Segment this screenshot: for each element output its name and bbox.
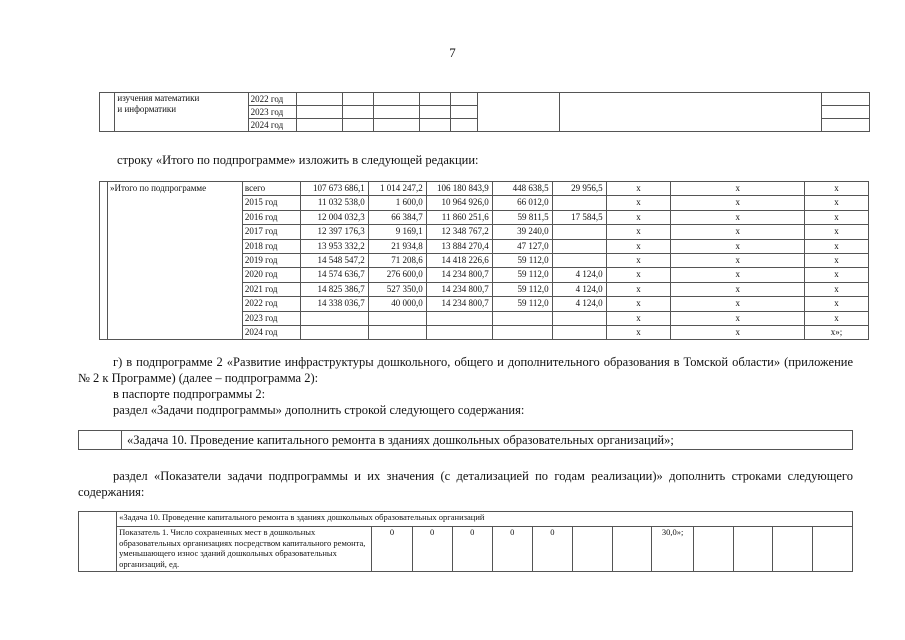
value-cell: 1 014 247,2 [368,182,426,196]
value-cell: х [805,239,869,253]
value-cell: 40 000,0 [368,297,426,311]
table-totals [99,181,869,340]
value-cell: 14 418 226,6 [426,253,492,267]
value-cell: х [671,297,805,311]
value-cell [426,311,492,325]
year-cell: всего [242,182,300,196]
year-cell: 2023 год [242,311,300,325]
value-cell: х [671,268,805,282]
value-cell: 527 350,0 [368,282,426,296]
year-cell: 2024 год [248,119,296,132]
value-cell: х [671,196,805,210]
value-cell [492,311,552,325]
value-cell: 12 397 176,3 [300,225,368,239]
value-cell: 0 [412,527,452,572]
value-cell: 21 934,8 [368,239,426,253]
year-cell: 2017 год [242,225,300,239]
value-cell: 29 956,5 [552,182,606,196]
value-cell: х [671,311,805,325]
value-cell: 59 112,0 [492,282,552,296]
value-cell: х [606,311,671,325]
value-cell: х [606,239,671,253]
value-cell: х [606,325,671,339]
value-cell: х [805,210,869,224]
value-cell: х [671,210,805,224]
value-cell: х [805,282,869,296]
value-cell [426,325,492,339]
page-number: 7 [449,45,456,60]
task-header: «Задача 10. Проведение капитального ремонта в зданиях дошкольных образовательных организаций [117,512,853,527]
value-cell [552,196,606,210]
value-cell: 59 112,0 [492,297,552,311]
value-cell: 12 348 767,2 [426,225,492,239]
table-top-fragment [99,92,870,132]
value-cell: х [805,297,869,311]
value-cell: х [606,282,671,296]
paragraph: в паспорте подпрограммы 2: [113,387,266,401]
value-cell: 47 127,0 [492,239,552,253]
value-cell: х [805,268,869,282]
value-cell: 66 012,0 [492,196,552,210]
row-label: изучения математики и информатики [115,93,248,132]
value-cell: х [606,225,671,239]
value-cell [693,527,733,572]
value-cell [733,527,773,572]
table-row [79,512,853,527]
value-cell: х [805,311,869,325]
value-cell: 14 234 800,7 [426,282,492,296]
value-cell: х [671,253,805,267]
value-cell: 14 234 800,7 [426,297,492,311]
year-cell: 2023 год [248,106,296,119]
value-cell: 106 180 843,9 [426,182,492,196]
value-cell: 12 004 032,3 [300,210,368,224]
value-cell: 14 338 036,7 [300,297,368,311]
paragraph: г) в подпрограмме 2 «Развитие инфраструктуры дошкольного, общего и дополнительного образования в Томской области» (приложение № 2 к Программе) (далее – подпрограмма 2): [78,355,853,385]
table-row [100,182,869,196]
value-cell [612,527,652,572]
value-cell [813,527,853,572]
value-cell: 59 112,0 [492,253,552,267]
value-cell [552,311,606,325]
value-cell: 276 600,0 [368,268,426,282]
value-cell: х [671,325,805,339]
value-cell: 0 [532,527,572,572]
value-cell: 14 574 636,7 [300,268,368,282]
year-cell: 2020 год [242,268,300,282]
value-cell [552,253,606,267]
table-indicators [78,511,853,572]
value-cell: 448 638,5 [492,182,552,196]
value-cell [773,527,813,572]
value-cell: 14 548 547,2 [300,253,368,267]
value-cell: х [606,253,671,267]
year-cell: 2022 год [248,93,296,106]
value-cell: 4 124,0 [552,268,606,282]
value-cell: х [606,182,671,196]
value-cell [552,325,606,339]
year-cell: 2018 год [242,239,300,253]
value-cell: х [606,268,671,282]
value-cell: 10 964 926,0 [426,196,492,210]
value-cell: 39 240,0 [492,225,552,239]
value-cell [368,311,426,325]
value-cell: 9 169,1 [368,225,426,239]
year-cell: 2016 год [242,210,300,224]
value-cell: 14 825 386,7 [300,282,368,296]
value-cell [368,325,426,339]
value-cell: 1 600,0 [368,196,426,210]
table-row [100,93,870,106]
value-cell: 14 234 800,7 [426,268,492,282]
value-cell: 107 673 686,1 [300,182,368,196]
value-cell: 66 384,7 [368,210,426,224]
value-cell: 13 953 332,2 [300,239,368,253]
paragraph: строку «Итого по подпрограмме» изложить в следующей редакции: [117,153,479,167]
value-cell: 0 [372,527,412,572]
value-cell: х [606,196,671,210]
value-cell: х»; [805,325,869,339]
indicator-text: Показатель 1. Число сохраненных мест в дошкольных образовательных организациях посредством капитального ремонта, уменьшающего износ зданий дошкольных образовательных организаций, ед. [117,527,372,572]
value-cell: х [671,225,805,239]
paragraph: раздел «Показатели задачи подпрограммы и их значения (с детализацией по годам реализации)» дополнить строками следующего содержания: [78,469,853,499]
year-cell: 2015 год [242,196,300,210]
value-cell: х [671,282,805,296]
value-cell: 4 124,0 [552,297,606,311]
table-task [78,430,853,450]
value-cell: 13 884 270,4 [426,239,492,253]
value-cell: 59 112,0 [492,268,552,282]
year-cell: 2019 год [242,253,300,267]
value-cell: 59 811,5 [492,210,552,224]
year-cell: 2021 год [242,282,300,296]
task-text: «Задача 10. Проведение капитального ремонта в зданиях дошкольных образовательных организаций»; [122,431,853,450]
value-cell: 11 860 251,6 [426,210,492,224]
value-cell: 71 208,6 [368,253,426,267]
value-cell: х [671,182,805,196]
value-cell: х [671,239,805,253]
value-cell: 17 584,5 [552,210,606,224]
value-cell: х [805,225,869,239]
value-cell [300,311,368,325]
value-cell: х [606,210,671,224]
value-cell [552,239,606,253]
year-cell: 2024 год [242,325,300,339]
value-cell: 0 [452,527,492,572]
table-row [79,527,853,572]
value-cell: 0 [492,527,532,572]
value-cell: 4 124,0 [552,282,606,296]
table-row [79,431,853,450]
value-cell: х [805,196,869,210]
value-cell [572,527,612,572]
value-cell [492,325,552,339]
value-cell: х [606,297,671,311]
year-cell: 2022 год [242,297,300,311]
value-cell [300,325,368,339]
value-cell: 30,0»; [652,527,694,572]
row-label: »Итого по подпрограмме [107,182,242,340]
paragraph: раздел «Задачи подпрограммы» дополнить строкой следующего содержания: [113,403,525,417]
value-cell: 11 032 538,0 [300,196,368,210]
value-cell [552,225,606,239]
value-cell: х [805,253,869,267]
value-cell: х [805,182,869,196]
